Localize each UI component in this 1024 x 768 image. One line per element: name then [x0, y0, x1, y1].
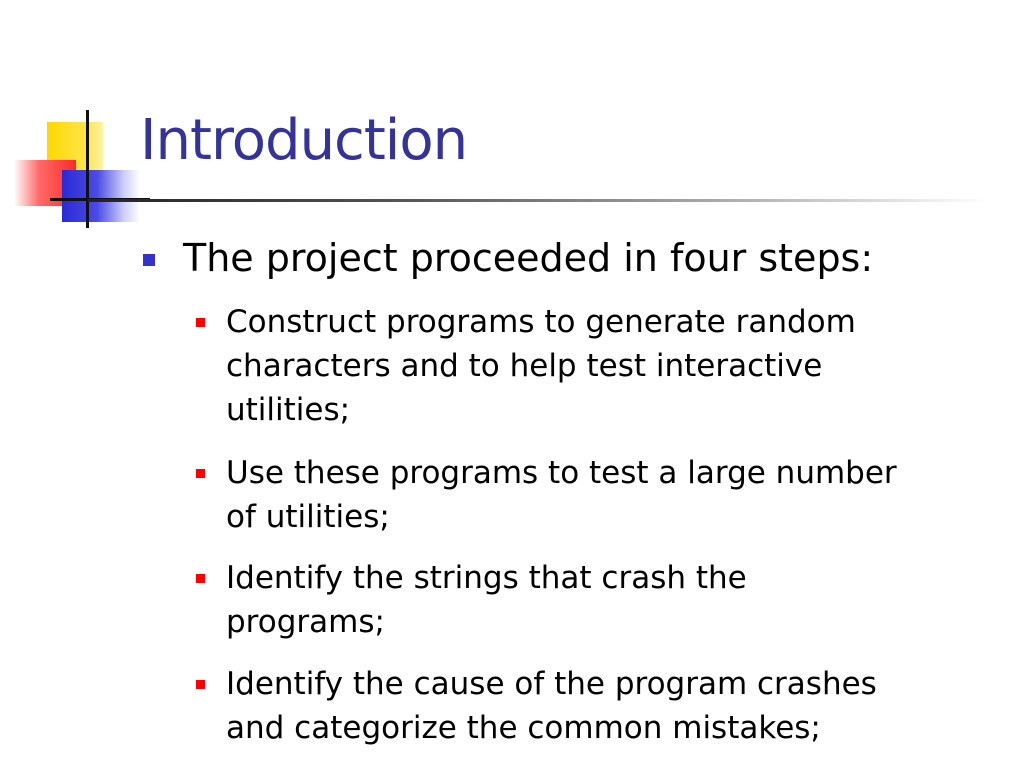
- square-bullet-icon: [196, 469, 205, 478]
- step-item-text: [226, 662, 986, 750]
- step-item-text: [226, 300, 986, 432]
- square-bullet-icon: [196, 318, 205, 327]
- slide-title: Introduction: [140, 108, 468, 173]
- step-item-text: [226, 556, 986, 644]
- square-bullet-icon: [196, 574, 205, 583]
- step-item-line: Use these programs to test a large number: [226, 455, 897, 491]
- step-item-line: characters and to help test interactive: [226, 348, 823, 384]
- main-bullet-text: The project proceeded in four steps:: [183, 236, 874, 280]
- step-item-line: Identify the strings that crash the: [226, 560, 747, 596]
- step-item-line: of utilities;: [226, 499, 390, 535]
- square-bullet-icon: [196, 680, 205, 689]
- step-item-line: programs;: [226, 604, 385, 640]
- square-bullet-icon: [143, 254, 155, 266]
- step-item-line: and categorize the common mistakes;: [226, 710, 821, 746]
- step-item-line: Identify the cause of the program crashes: [226, 666, 877, 702]
- step-item-line: utilities;: [226, 392, 351, 428]
- step-item-line: Construct programs to generate random: [226, 304, 856, 340]
- step-item-text: [226, 451, 986, 539]
